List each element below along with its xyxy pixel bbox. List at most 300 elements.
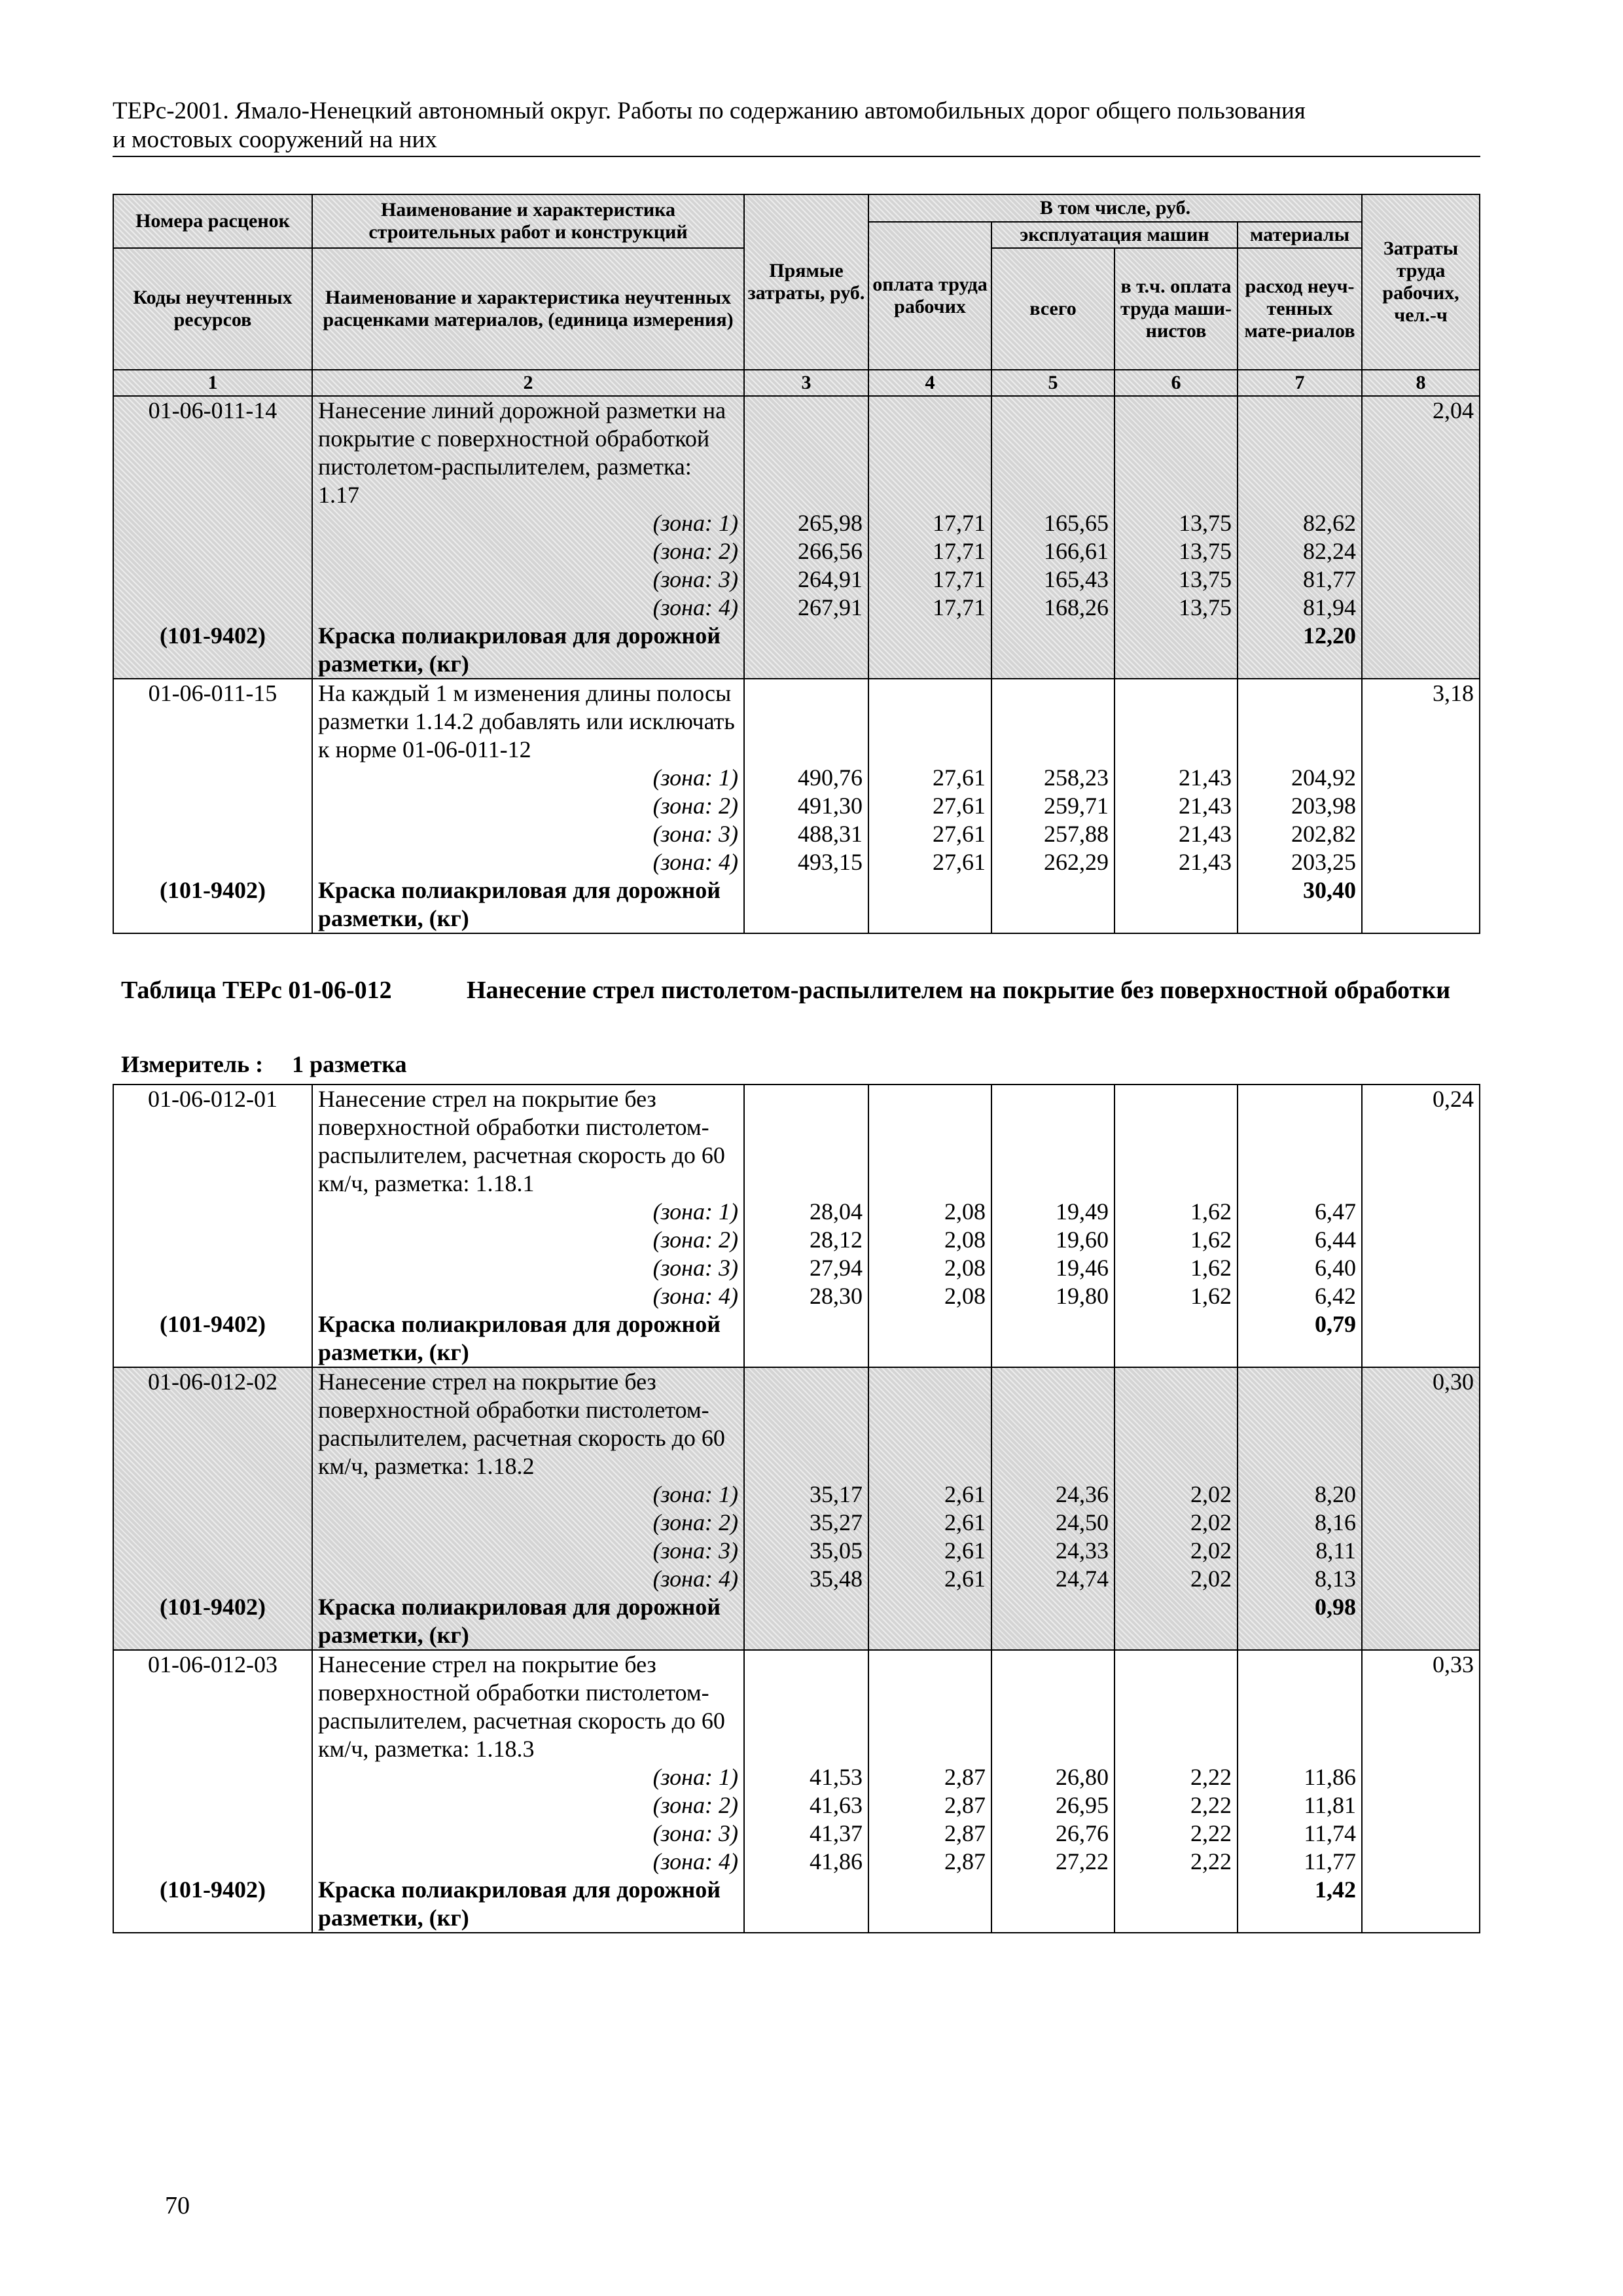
spacer bbox=[1120, 1085, 1232, 1113]
rate-code-cell bbox=[113, 396, 312, 679]
machines-total-cell bbox=[991, 1650, 1115, 1933]
spacer bbox=[874, 1679, 986, 1707]
direct-cost: 28,30 bbox=[810, 1283, 863, 1309]
direct-cost-cell bbox=[744, 1650, 868, 1933]
machinist-wages-cell bbox=[1115, 1367, 1238, 1650]
machines-total-cell bbox=[991, 1085, 1115, 1367]
materials: 81,94 bbox=[1303, 594, 1357, 620]
spacer bbox=[874, 1424, 986, 1452]
machinist-wages: 2,02 bbox=[1190, 1481, 1232, 1507]
spacer bbox=[1120, 397, 1232, 425]
spacer bbox=[874, 1141, 986, 1170]
direct-cost-cell bbox=[744, 396, 868, 679]
machinist-wages: 21,43 bbox=[1179, 764, 1232, 791]
worker-wages: 2,08 bbox=[944, 1227, 986, 1253]
spacer bbox=[997, 1651, 1109, 1679]
spacer bbox=[119, 1141, 306, 1170]
spacer bbox=[1243, 1424, 1356, 1452]
spacer bbox=[1243, 736, 1356, 764]
spacer bbox=[1243, 397, 1356, 425]
machines-total: 168,26 bbox=[1044, 594, 1109, 620]
labor-cost: 3,18 bbox=[1433, 680, 1474, 706]
machinist-wages: 2,22 bbox=[1190, 1820, 1232, 1846]
spacer bbox=[750, 481, 863, 509]
spacer bbox=[119, 537, 306, 565]
spacer bbox=[1120, 1141, 1232, 1170]
direct-cost: 490,76 bbox=[798, 764, 863, 791]
spacer bbox=[1120, 453, 1232, 481]
direct-cost: 493,15 bbox=[798, 849, 863, 875]
spacer bbox=[874, 1735, 986, 1763]
spacer bbox=[750, 1735, 863, 1763]
spacer bbox=[119, 1424, 306, 1452]
measure-unit bbox=[121, 1050, 406, 1079]
machinist-wages-cell bbox=[1115, 1085, 1238, 1367]
spacer bbox=[750, 1396, 863, 1424]
materials: 82,24 bbox=[1303, 538, 1357, 564]
spacer bbox=[1120, 481, 1232, 509]
rates-table-012 bbox=[113, 1084, 1480, 1933]
labor-cost-cell bbox=[1362, 1367, 1480, 1650]
resource-quantity: 0,79 bbox=[1315, 1311, 1356, 1337]
worker-wages: 2,87 bbox=[944, 1820, 986, 1846]
spacer bbox=[750, 1452, 863, 1480]
machines-total: 26,76 bbox=[1056, 1820, 1109, 1846]
machinist-wages: 21,43 bbox=[1179, 821, 1232, 847]
spacer bbox=[874, 1396, 986, 1424]
zone-label: (зона: 2) bbox=[652, 1792, 738, 1818]
direct-cost: 41,53 bbox=[810, 1764, 863, 1790]
resource-name: Краска полиакриловая для дорожной разметки, (кг) bbox=[318, 877, 721, 931]
worker-wages-cell bbox=[868, 1650, 991, 1933]
spacer bbox=[119, 1282, 306, 1310]
spacer bbox=[874, 453, 986, 481]
col-number: 1 bbox=[113, 370, 312, 396]
direct-cost: 491,30 bbox=[798, 793, 863, 819]
spacer bbox=[997, 1735, 1109, 1763]
table-row bbox=[113, 679, 1480, 933]
spacer bbox=[874, 1368, 986, 1396]
spacer bbox=[997, 1452, 1109, 1480]
spacer bbox=[997, 1113, 1109, 1141]
spacer bbox=[874, 481, 986, 509]
col-number: 7 bbox=[1238, 370, 1362, 396]
machinist-wages: 2,22 bbox=[1190, 1792, 1232, 1818]
materials-cell bbox=[1238, 1650, 1362, 1933]
spacer bbox=[874, 736, 986, 764]
rate-description: Нанесение стрел на покрытие без поверхностной обработки пистолетом-распылителем, расчетная скорость до 60 км/ч, разметка: 1.18.1 bbox=[318, 1086, 725, 1196]
direct-cost: 41,86 bbox=[810, 1848, 863, 1874]
col-number: 3 bbox=[744, 370, 868, 396]
zone-label: (зона: 3) bbox=[652, 1820, 738, 1846]
machinist-wages: 13,75 bbox=[1179, 538, 1232, 564]
rate-code-cell bbox=[113, 1085, 312, 1367]
spacer bbox=[997, 1170, 1109, 1198]
spacer bbox=[119, 1113, 306, 1141]
direct-cost: 41,37 bbox=[810, 1820, 863, 1846]
spacer bbox=[997, 1368, 1109, 1396]
spacer bbox=[119, 1791, 306, 1820]
machines-total: 19,60 bbox=[1056, 1227, 1109, 1253]
zone-label: (зона: 2) bbox=[652, 1509, 738, 1535]
worker-wages: 27,61 bbox=[933, 821, 986, 847]
table-body bbox=[113, 1085, 1480, 1933]
rate-description-cell bbox=[312, 1367, 744, 1650]
spacer bbox=[1243, 1113, 1356, 1141]
zone-label: (зона: 1) bbox=[652, 764, 738, 791]
machines-total: 27,22 bbox=[1056, 1848, 1109, 1874]
spacer bbox=[119, 1707, 306, 1735]
worker-wages: 2,87 bbox=[944, 1848, 986, 1874]
spacer bbox=[997, 1707, 1109, 1735]
machines-total: 19,80 bbox=[1056, 1283, 1109, 1309]
direct-cost: 266,56 bbox=[798, 538, 863, 564]
resource-name: Краска полиакриловая для дорожной разметки, (кг) bbox=[318, 1876, 721, 1931]
rate-code-cell bbox=[113, 1650, 312, 1933]
spacer bbox=[119, 1509, 306, 1537]
materials: 11,86 bbox=[1304, 1764, 1356, 1790]
spacer bbox=[119, 1254, 306, 1282]
spacer bbox=[1120, 1368, 1232, 1396]
direct-cost-cell bbox=[744, 1085, 868, 1367]
running-header bbox=[113, 97, 1480, 157]
worker-wages-cell bbox=[868, 396, 991, 679]
machines-total: 19,46 bbox=[1056, 1255, 1109, 1281]
machinist-wages: 2,22 bbox=[1190, 1764, 1232, 1790]
col-material-name-header: Наименование и характеристика неучтенных расценками материалов, (единица измерения) bbox=[312, 248, 744, 370]
spacer bbox=[874, 1452, 986, 1480]
table-title-name: Нанесение стрел пистолетом-распылителем на покрытие без поверхностной обработки bbox=[467, 977, 1451, 1004]
worker-wages: 27,61 bbox=[933, 793, 986, 819]
machinist-wages: 1,62 bbox=[1190, 1227, 1232, 1253]
direct-cost: 488,31 bbox=[798, 821, 863, 847]
spacer bbox=[750, 1651, 863, 1679]
direct-cost: 27,94 bbox=[810, 1255, 863, 1281]
header-line-2: и мостовых сооружений на них bbox=[113, 126, 437, 153]
spacer bbox=[119, 594, 306, 622]
spacer bbox=[750, 1170, 863, 1198]
spacer bbox=[997, 1141, 1109, 1170]
spacer bbox=[874, 1170, 986, 1198]
spacer bbox=[1243, 1651, 1356, 1679]
col-machinist-wages-header: в т.ч. оплата труда маши-нистов bbox=[1115, 248, 1238, 370]
spacer bbox=[119, 1537, 306, 1565]
spacer bbox=[750, 1707, 863, 1735]
direct-cost: 28,04 bbox=[810, 1198, 863, 1225]
header-line-1: ТЕРс-2001. Ямало-Ненецкий автономный округ. Работы по содержанию автомобильных дорог общего пользования bbox=[113, 98, 1306, 124]
col-wages-header: оплата труда рабочих bbox=[868, 222, 991, 370]
zone-label: (зона: 1) bbox=[652, 1481, 738, 1507]
resource-quantity: 12,20 bbox=[1303, 622, 1357, 649]
machinist-wages: 1,62 bbox=[1190, 1283, 1232, 1309]
rate-code: 01-06-012-02 bbox=[148, 1369, 277, 1395]
spacer bbox=[997, 1679, 1109, 1707]
spacer bbox=[750, 1368, 863, 1396]
spacer bbox=[1243, 425, 1356, 453]
spacer bbox=[1120, 1113, 1232, 1141]
machinist-wages: 13,75 bbox=[1179, 566, 1232, 592]
spacer bbox=[874, 1113, 986, 1141]
machinist-wages: 2,02 bbox=[1190, 1566, 1232, 1592]
materials: 8,13 bbox=[1315, 1566, 1356, 1592]
zone-label: (зона: 2) bbox=[652, 1227, 738, 1253]
machines-total: 24,36 bbox=[1056, 1481, 1109, 1507]
col-material-consumption-header: расход неуч-тенных мате-риалов bbox=[1238, 248, 1362, 370]
col-number: 5 bbox=[991, 370, 1115, 396]
col-labor-header: Затраты труда рабочих, чел.-ч bbox=[1362, 194, 1480, 370]
worker-wages: 2,87 bbox=[944, 1764, 986, 1790]
worker-wages: 2,08 bbox=[944, 1283, 986, 1309]
spacer bbox=[874, 1651, 986, 1679]
spacer bbox=[119, 1226, 306, 1254]
labor-cost: 0,30 bbox=[1433, 1369, 1474, 1395]
rate-description: На каждый 1 м изменения длины полосы разметки 1.14.2 добавлять или исключать к норме 01-06-011-12 bbox=[318, 680, 735, 762]
direct-cost-cell bbox=[744, 1367, 868, 1650]
zone-label: (зона: 1) bbox=[652, 1198, 738, 1225]
spacer bbox=[1120, 1452, 1232, 1480]
spacer bbox=[1120, 1396, 1232, 1424]
resource-name: Краска полиакриловая для дорожной разметки, (кг) bbox=[318, 1594, 721, 1648]
spacer bbox=[750, 1141, 863, 1170]
zone-label: (зона: 1) bbox=[652, 1764, 738, 1790]
spacer bbox=[119, 509, 306, 537]
table-row bbox=[113, 1367, 1480, 1650]
spacer bbox=[1243, 1396, 1356, 1424]
measure-unit-value: 1 разметка bbox=[292, 1051, 407, 1077]
materials: 6,44 bbox=[1315, 1227, 1356, 1253]
zone-label: (зона: 4) bbox=[652, 1566, 738, 1592]
machines-total: 24,74 bbox=[1056, 1566, 1109, 1592]
rate-code: 01-06-011-14 bbox=[148, 397, 277, 423]
spacer bbox=[1243, 708, 1356, 736]
machinist-wages: 2,02 bbox=[1190, 1509, 1232, 1535]
col-machines-total-header: всего bbox=[991, 248, 1115, 370]
spacer bbox=[1120, 679, 1232, 708]
spacer bbox=[997, 708, 1109, 736]
machines-total-cell bbox=[991, 1367, 1115, 1650]
spacer bbox=[1120, 1735, 1232, 1763]
resource-quantity: 1,42 bbox=[1315, 1876, 1356, 1903]
rates-table-011 bbox=[113, 194, 1480, 934]
rate-description-cell bbox=[312, 1650, 744, 1933]
direct-cost: 264,91 bbox=[798, 566, 863, 592]
machines-total: 165,65 bbox=[1044, 510, 1109, 536]
spacer bbox=[1243, 1679, 1356, 1707]
labor-cost: 0,24 bbox=[1433, 1086, 1474, 1112]
col-group-header: В том числе, руб. bbox=[868, 194, 1362, 222]
rate-description-cell bbox=[312, 679, 744, 933]
machines-total: 258,23 bbox=[1044, 764, 1109, 791]
spacer bbox=[119, 1396, 306, 1424]
materials: 8,20 bbox=[1315, 1481, 1356, 1507]
zone-label: (зона: 4) bbox=[652, 1283, 738, 1309]
zone-label: (зона: 3) bbox=[652, 566, 738, 592]
zone-label: (зона: 3) bbox=[652, 1537, 738, 1564]
spacer bbox=[1120, 708, 1232, 736]
machinist-wages: 13,75 bbox=[1179, 594, 1232, 620]
zone-label: (зона: 2) bbox=[652, 793, 738, 819]
spacer bbox=[1243, 1141, 1356, 1170]
spacer bbox=[119, 792, 306, 820]
spacer bbox=[119, 1198, 306, 1226]
spacer bbox=[119, 1848, 306, 1876]
direct-cost: 35,17 bbox=[810, 1481, 863, 1507]
spacer bbox=[750, 679, 863, 708]
spacer bbox=[119, 425, 306, 453]
machines-total: 262,29 bbox=[1044, 849, 1109, 875]
col-number: 2 bbox=[312, 370, 744, 396]
spacer bbox=[119, 1679, 306, 1707]
materials: 8,16 bbox=[1315, 1509, 1356, 1535]
col-number: 4 bbox=[868, 370, 991, 396]
machinist-wages-cell bbox=[1115, 679, 1238, 933]
rate-code: 01-06-012-01 bbox=[148, 1086, 277, 1112]
table-row bbox=[113, 1650, 1480, 1933]
machinist-wages: 2,02 bbox=[1190, 1537, 1232, 1564]
direct-cost: 35,48 bbox=[810, 1566, 863, 1592]
spacer bbox=[119, 1480, 306, 1509]
zone-label: (зона: 2) bbox=[652, 538, 738, 564]
measure-unit-label: Измеритель : bbox=[121, 1051, 264, 1077]
rate-description-cell bbox=[312, 396, 744, 679]
spacer bbox=[874, 708, 986, 736]
table-row bbox=[113, 1085, 1480, 1367]
spacer bbox=[119, 1170, 306, 1198]
spacer bbox=[874, 1085, 986, 1113]
spacer bbox=[119, 1735, 306, 1763]
worker-wages: 2,08 bbox=[944, 1198, 986, 1225]
spacer bbox=[1243, 1085, 1356, 1113]
machines-total-cell bbox=[991, 396, 1115, 679]
materials: 11,77 bbox=[1304, 1848, 1356, 1874]
resource-code: (101-9402) bbox=[160, 1594, 266, 1620]
spacer bbox=[874, 397, 986, 425]
direct-cost: 35,27 bbox=[810, 1509, 863, 1535]
page-number: 70 bbox=[165, 2192, 190, 2219]
spacer bbox=[997, 1085, 1109, 1113]
spacer bbox=[1243, 1170, 1356, 1198]
direct-cost: 28,12 bbox=[810, 1227, 863, 1253]
spacer bbox=[119, 453, 306, 481]
machinist-wages-cell bbox=[1115, 396, 1238, 679]
materials: 11,74 bbox=[1304, 1820, 1356, 1846]
spacer bbox=[997, 425, 1109, 453]
worker-wages: 17,71 bbox=[933, 538, 986, 564]
spacer bbox=[119, 736, 306, 764]
rate-description: Нанесение линий дорожной разметки на покрытие с поверхностной обработкой пистолетом-распылителем, разметка: 1.17 bbox=[318, 397, 726, 508]
spacer bbox=[874, 425, 986, 453]
spacer bbox=[750, 1424, 863, 1452]
spacer bbox=[997, 397, 1109, 425]
direct-cost: 41,63 bbox=[810, 1792, 863, 1818]
resource-name: Краска полиакриловая для дорожной разметки, (кг) bbox=[318, 1311, 721, 1365]
spacer bbox=[119, 1763, 306, 1791]
spacer bbox=[119, 708, 306, 736]
materials: 202,82 bbox=[1291, 821, 1357, 847]
spacer bbox=[1120, 1424, 1232, 1452]
machines-total-cell bbox=[991, 679, 1115, 933]
worker-wages: 2,87 bbox=[944, 1792, 986, 1818]
spacer bbox=[1243, 1735, 1356, 1763]
spacer bbox=[119, 481, 306, 509]
spacer bbox=[119, 1820, 306, 1848]
zone-label: (зона: 4) bbox=[652, 1848, 738, 1874]
worker-wages: 27,61 bbox=[933, 849, 986, 875]
spacer bbox=[997, 481, 1109, 509]
resource-code: (101-9402) bbox=[160, 1876, 266, 1903]
resource-quantity: 0,98 bbox=[1315, 1594, 1356, 1620]
col-resource-code-header: Коды неучтенных ресурсов bbox=[113, 248, 312, 370]
spacer bbox=[750, 453, 863, 481]
spacer bbox=[119, 848, 306, 876]
machines-total: 26,80 bbox=[1056, 1764, 1109, 1790]
worker-wages: 2,61 bbox=[944, 1537, 986, 1564]
spacer bbox=[119, 820, 306, 848]
materials: 203,98 bbox=[1291, 793, 1357, 819]
worker-wages-cell bbox=[868, 679, 991, 933]
col-number: 6 bbox=[1115, 370, 1238, 396]
machines-total: 257,88 bbox=[1044, 821, 1109, 847]
table-body bbox=[113, 396, 1480, 933]
labor-cost-cell bbox=[1362, 1085, 1480, 1367]
spacer bbox=[1120, 1170, 1232, 1198]
spacer bbox=[119, 565, 306, 594]
labor-cost-cell bbox=[1362, 1650, 1480, 1933]
resource-name: Краска полиакриловая для дорожной разметки, (кг) bbox=[318, 622, 721, 677]
worker-wages: 17,71 bbox=[933, 594, 986, 620]
worker-wages-cell bbox=[868, 1367, 991, 1650]
labor-cost-cell bbox=[1362, 396, 1480, 679]
spacer bbox=[750, 397, 863, 425]
spacer bbox=[1243, 481, 1356, 509]
worker-wages: 27,61 bbox=[933, 764, 986, 791]
spacer bbox=[997, 1396, 1109, 1424]
materials: 6,40 bbox=[1315, 1255, 1356, 1281]
spacer bbox=[874, 679, 986, 708]
zone-label: (зона: 3) bbox=[652, 821, 738, 847]
spacer bbox=[119, 1565, 306, 1593]
spacer bbox=[997, 453, 1109, 481]
rate-code: 01-06-012-03 bbox=[148, 1651, 277, 1677]
machinist-wages: 13,75 bbox=[1179, 510, 1232, 536]
resource-code: (101-9402) bbox=[160, 1311, 266, 1337]
materials: 8,11 bbox=[1315, 1537, 1356, 1564]
worker-wages: 2,61 bbox=[944, 1481, 986, 1507]
spacer bbox=[119, 764, 306, 792]
rate-code-cell bbox=[113, 679, 312, 933]
spacer bbox=[1243, 1707, 1356, 1735]
materials-cell bbox=[1238, 1085, 1362, 1367]
zone-label: (зона: 4) bbox=[652, 594, 738, 620]
spacer bbox=[997, 1424, 1109, 1452]
labor-cost: 0,33 bbox=[1433, 1651, 1474, 1677]
spacer bbox=[997, 679, 1109, 708]
col-materials-header: материалы bbox=[1238, 222, 1362, 248]
zone-label: (зона: 3) bbox=[652, 1255, 738, 1281]
machinist-wages: 2,22 bbox=[1190, 1848, 1232, 1874]
materials: 203,25 bbox=[1291, 849, 1357, 875]
rate-description: Нанесение стрел на покрытие без поверхностной обработки пистолетом-распылителем, расчетная скорость до 60 км/ч, разметка: 1.18.3 bbox=[318, 1651, 725, 1762]
zone-label: (зона: 4) bbox=[652, 849, 738, 875]
direct-cost: 265,98 bbox=[798, 510, 863, 536]
materials-cell bbox=[1238, 396, 1362, 679]
spacer bbox=[1243, 1452, 1356, 1480]
machinist-wages: 21,43 bbox=[1179, 849, 1232, 875]
worker-wages: 2,08 bbox=[944, 1255, 986, 1281]
materials-cell bbox=[1238, 679, 1362, 933]
machinist-wages: 1,62 bbox=[1190, 1255, 1232, 1281]
rate-code-cell bbox=[113, 1367, 312, 1650]
